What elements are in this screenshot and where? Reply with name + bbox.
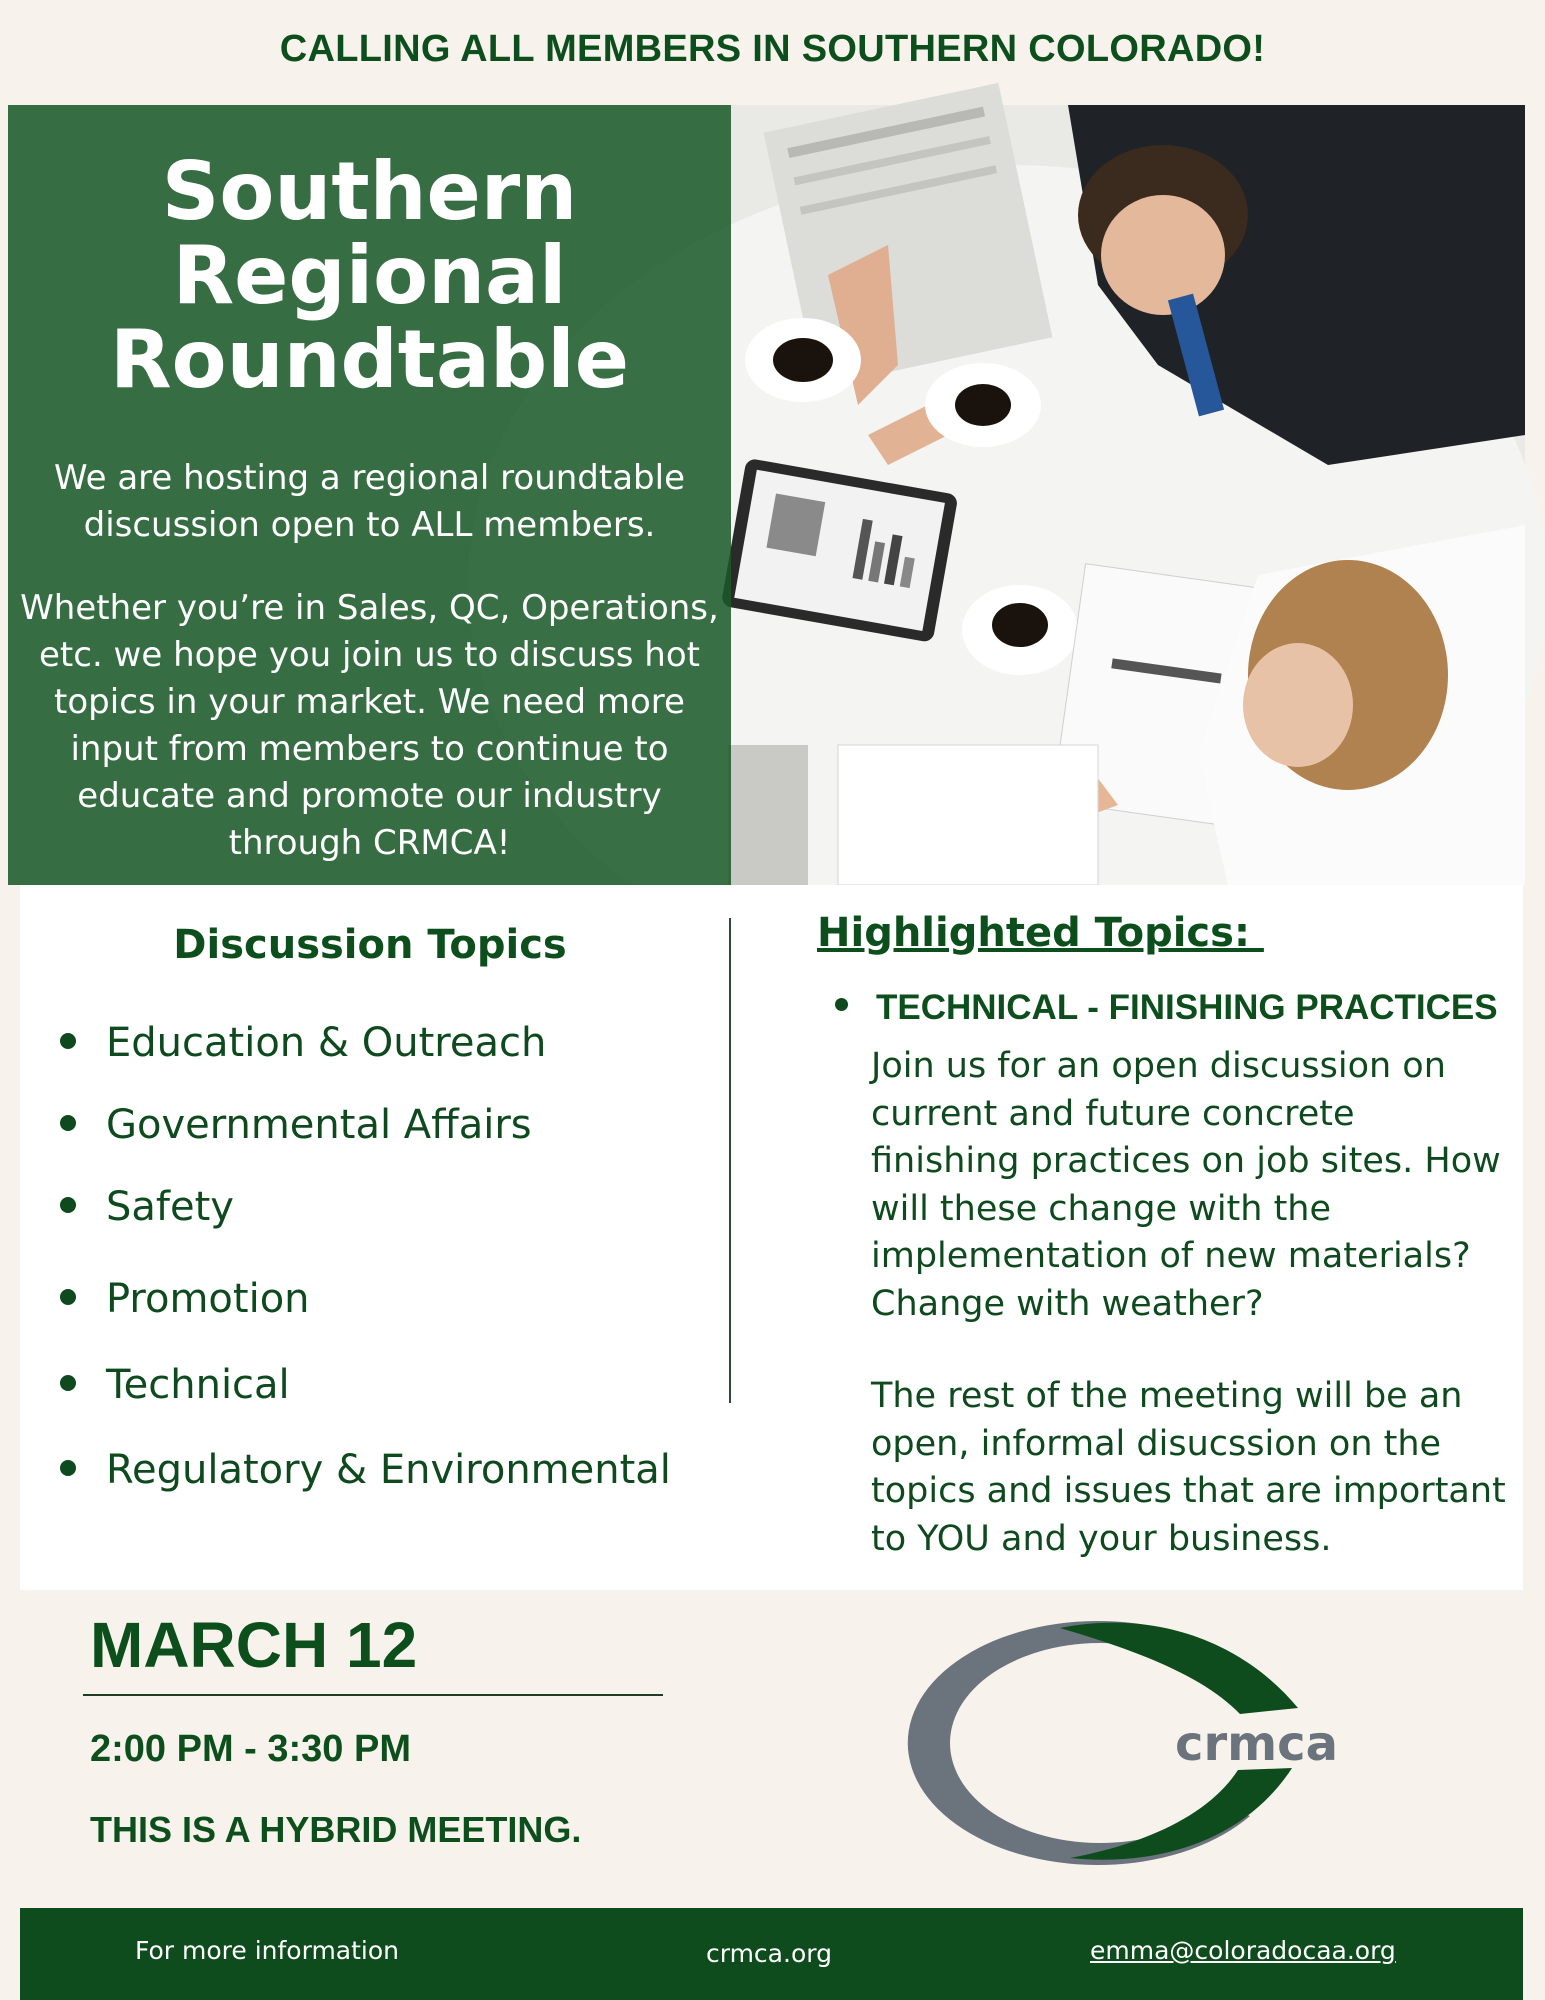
hero-title-line: Roundtable [110,313,629,406]
topic-label: Regulatory & Environmental [106,1447,671,1493]
footer-bar [20,1908,1523,2000]
hero-intro-text: We are hosting a regional roundtable discussion open to ALL members. [53,458,685,545]
footer-info-label: For more information [135,1936,400,1965]
list-item [60,1184,234,1230]
meeting-rest-description: The rest of the meeting will be an open, informal disucssion on the topics and issues that are important to YOU and your business. [871,1376,1506,1559]
bullet-icon [835,998,848,1011]
crmca-logo [920,1618,1338,1868]
event-time: 2:00 PM - 3:30 PM [90,1728,411,1770]
top-banner: CALLING ALL MEMBERS IN SOUTHERN COLORADO! [279,28,1266,70]
highlighted-topic-label: TECHNICAL - FINISHING PRACTICES [876,988,1498,1027]
discussion-topics-heading: Discussion Topics [173,922,567,968]
hero-title-line: Regional [172,229,567,322]
list-item [60,1276,310,1322]
topic-label: Technical [106,1362,290,1408]
highlighted-topics-heading: Highlighted Topics: [817,910,1264,956]
column-divider [729,918,731,1403]
event-format: THIS IS A HYBRID MEETING. [90,1809,582,1850]
topic-label: Governmental Affairs [106,1102,532,1148]
bullet-icon [60,1197,76,1213]
topic-label: Education & Outreach [106,1020,547,1066]
highlighted-topic-title [835,988,1498,1028]
logo-text: crmca [1175,1716,1338,1772]
email-link[interactable]: emma@coloradocaa.org [1090,1936,1396,1965]
website-link[interactable]: crmca.org [706,1939,832,1968]
topic-label: Safety [106,1184,234,1230]
bullet-icon [60,1033,76,1049]
list-item [60,1020,546,1066]
date-divider [83,1694,663,1696]
bullet-icon [60,1115,76,1131]
bullet-icon [60,1460,76,1476]
bullet-icon [60,1289,76,1305]
highlighted-topic-description: Join us for an open discussion on current and future concrete finishing practices on job sites. How will these change with the implementation of new materials? Change with weather? [871,1046,1501,1324]
topic-label: Promotion [106,1276,310,1322]
list-item [60,1102,532,1148]
list-item [60,1447,671,1493]
hero-title-line: Southern [161,145,578,238]
bullet-icon [60,1375,76,1391]
hero-title [8,145,731,406]
hero-section [8,105,1525,885]
event-date: MARCH 12 [90,1609,418,1681]
hero-body-text: Whether you’re in Sales, QC, Operations, etc. we hope you join us to discuss hot topics in your market. We need more input from members to continue to educate and promote our industry through CRMCA! [20,588,719,863]
list-item [60,1362,290,1408]
